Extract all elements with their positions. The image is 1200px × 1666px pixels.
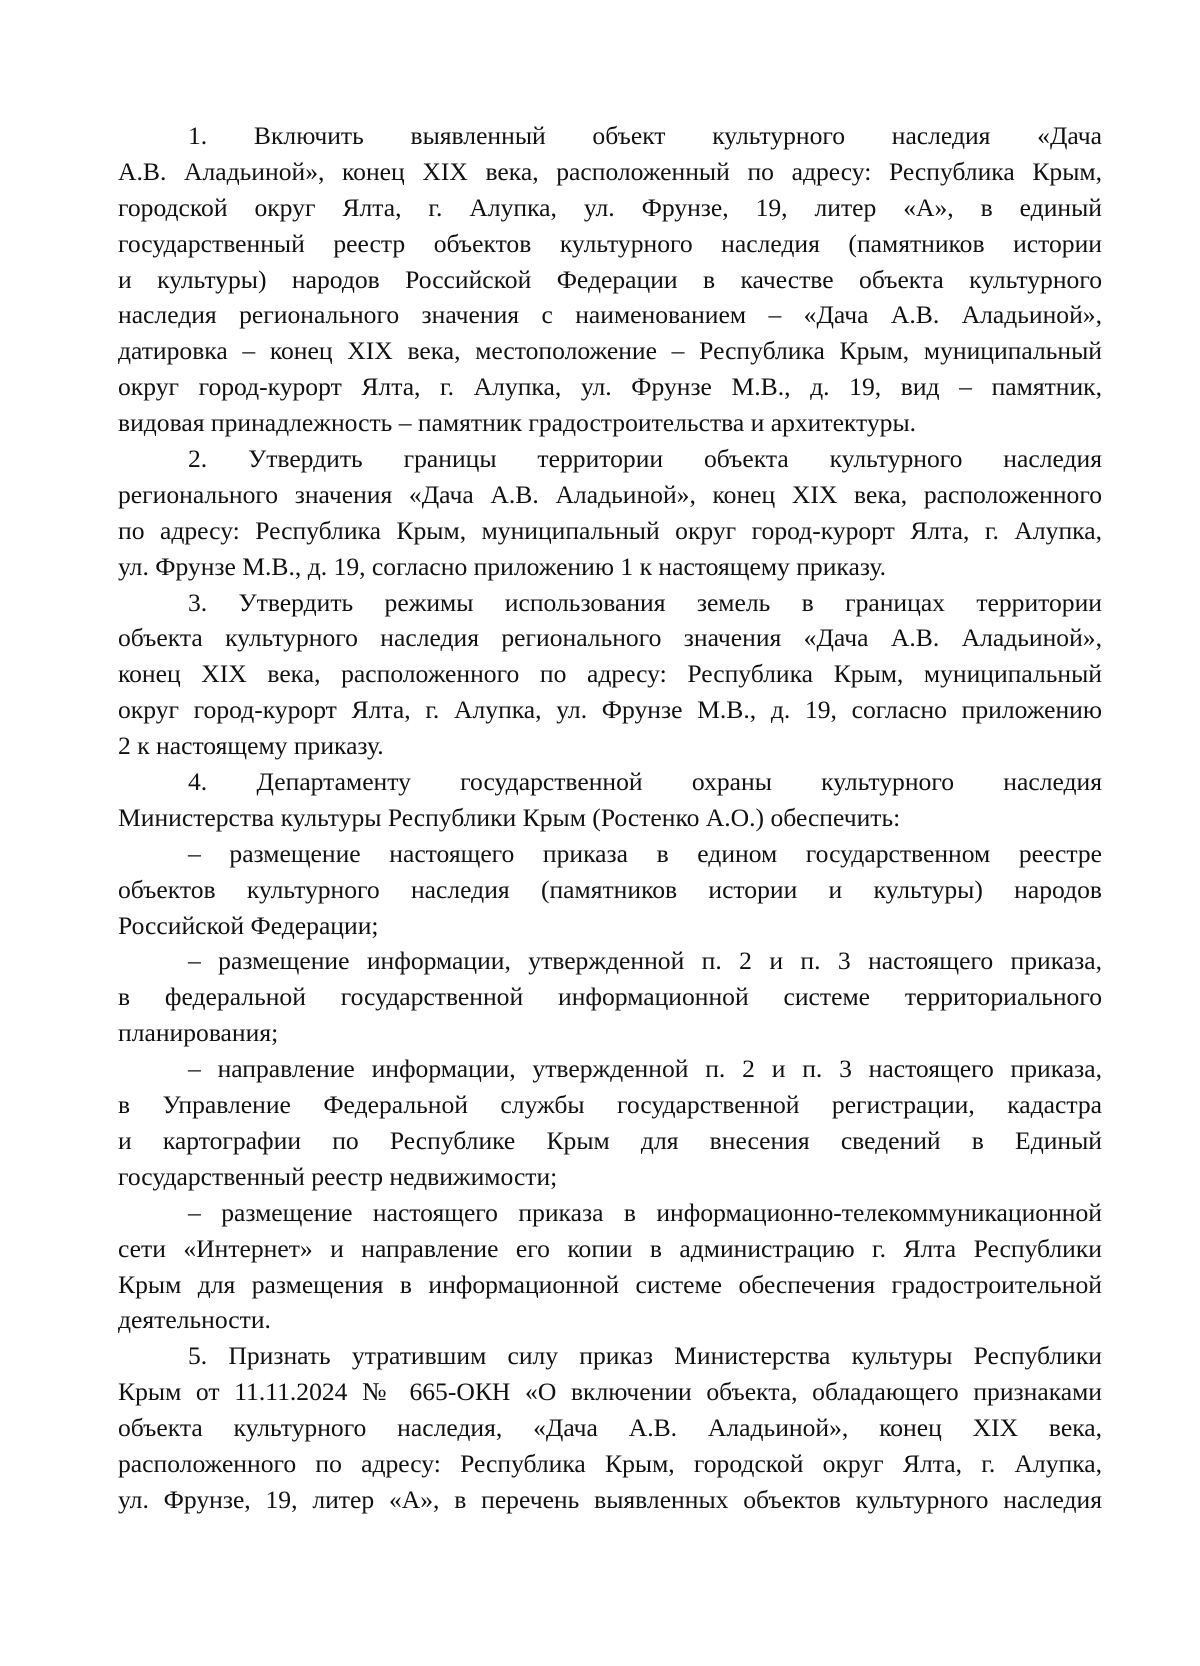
document-line: Крым от 11.11.2024 № 665-ОКН «О включении объекта, обладающего признаками — [118, 1377, 1102, 1407]
document-line: наследия регионального значения с наименованием – «Дача А.В. Аладьиной», — [118, 300, 1102, 330]
document-line: объекта культурного наследия регионального значения «Дача А.В. Аладьиной», — [118, 623, 1102, 653]
document-line: ул. Фрунзе, 19, литер «А», в перечень выявленных объектов культурного наследия — [118, 1484, 1102, 1514]
document-line: 2. Утвердить границы территории объекта культурного наследия — [188, 444, 1102, 474]
document-line: – размещение информации, утвержденной п. 2 и п. 3 настоящего приказа, — [188, 946, 1102, 976]
document-line: сети «Интернет» и направление его копии в администрацию г. Ялта Республики — [118, 1233, 1102, 1263]
document-line: объекта культурного наследия, «Дача А.В. Аладьиной», конец XIX века, — [118, 1413, 1102, 1443]
document-line: в Управление Федеральной службы государственной регистрации, кадастра — [118, 1090, 1102, 1120]
document-line: округ город-курорт Ялта, г. Алупка, ул. Фрунзе М.В., д. 19, вид – памятник, — [118, 372, 1102, 402]
document-line: конец XIX века, расположенного по адресу: Республика Крым, муниципальный — [118, 659, 1102, 689]
document-line: 1. Включить выявленный объект культурного наследия «Дача — [188, 121, 1102, 150]
document-line: – размещение настоящего приказа в информационно-телекоммуникационной — [188, 1197, 1102, 1227]
document-line: видовая принадлежность – памятник градостроительства и архитектуры. — [118, 408, 917, 438]
document-line: 3. Утвердить режимы использования земель в границах территории — [188, 587, 1102, 617]
document-line: объектов культурного наследия (памятников истории и культуры) народов — [118, 874, 1102, 904]
document-line: и культуры) народов Российской Федерации в качестве объекта культурного — [118, 264, 1102, 294]
document-line: 2 к настоящему приказу. — [118, 731, 384, 761]
document-line: – размещение настоящего приказа в едином государственном реестре — [188, 838, 1102, 868]
document-line: государственный реестр объектов культурного наследия (памятников истории — [118, 228, 1102, 258]
document-line: планирования; — [118, 1018, 279, 1048]
document-line: государственный реестр недвижимости; — [118, 1161, 558, 1191]
document-line: деятельности. — [118, 1305, 271, 1335]
document-line: – направление информации, утвержденной п. 2 и п. 3 настоящего приказа, — [188, 1054, 1102, 1084]
document-line: по адресу: Республика Крым, муниципальный округ город-курорт Ялта, г. Алупка, — [118, 515, 1102, 545]
document-line: и картографии по Республике Крым для внесения сведений в Единый — [118, 1125, 1102, 1155]
document-line: регионального значения «Дача А.В. Аладьиной», конец XIX века, расположенного — [118, 479, 1102, 509]
document-line: ул. Фрунзе М.В., д. 19, согласно приложению 1 к настоящему приказу. — [118, 551, 887, 581]
document-line: в федеральной государственной информационной системе территориального — [118, 982, 1102, 1012]
document-line: округ город-курорт Ялта, г. Алупка, ул. Фрунзе М.В., д. 19, согласно приложению — [118, 695, 1102, 725]
document-line: А.В. Аладьиной», конец XIX века, расположенный по адресу: Республика Крым, — [118, 156, 1102, 186]
document-line: датировка – конец XIX века, местоположение – Республика Крым, муниципальный — [118, 336, 1102, 366]
document-line: Крым для размещения в информационной системе обеспечения градостроительной — [118, 1269, 1102, 1299]
document-line: 5. Признать утратившим силу приказ Министерства культуры Республики — [188, 1341, 1102, 1371]
document-line: Российской Федерации; — [118, 910, 379, 940]
document-line: городской округ Ялта, г. Алупка, ул. Фрунзе, 19, литер «А», в единый — [118, 192, 1102, 222]
document-line: Министерства культуры Республики Крым (Ростенко А.О.) обеспечить: — [118, 802, 901, 832]
document-line: 4. Департаменту государственной охраны культурного наследия — [188, 767, 1102, 797]
document-line: расположенного по адресу: Республика Крым, городской округ Ялта, г. Алупка, — [118, 1448, 1102, 1478]
document-body — [118, 118, 1102, 1518]
